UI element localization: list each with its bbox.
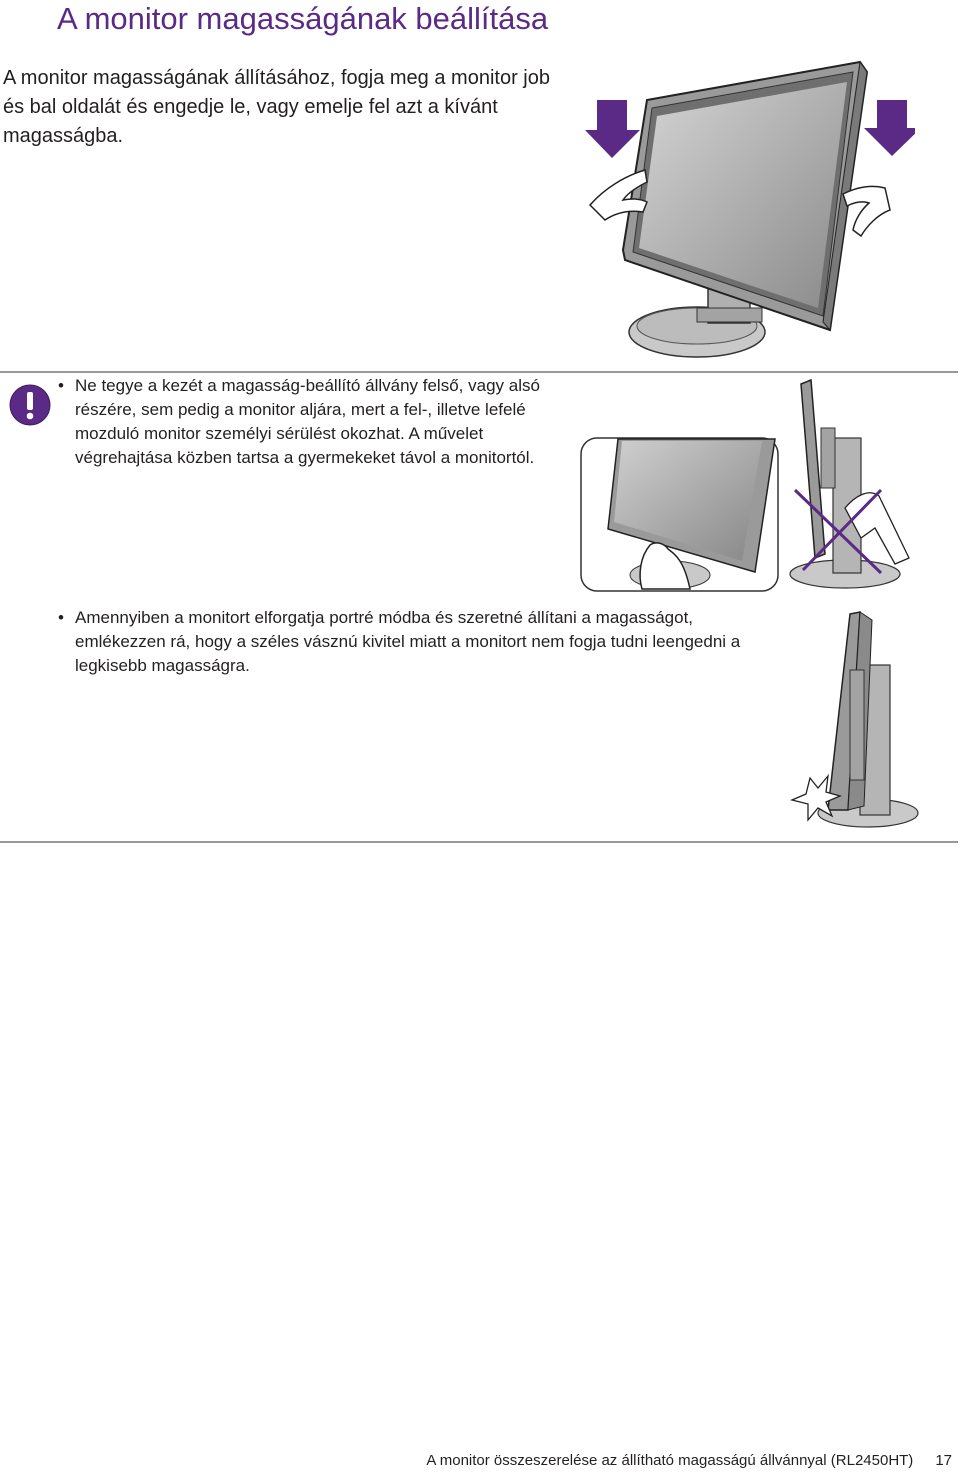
exclamation-icon: [8, 383, 52, 427]
footer-text: A monitor összeszerelése az állítható magasságú állvánnyal (RL2450HT): [426, 1452, 914, 1469]
note-item: [58, 374, 548, 470]
note-list-2: [58, 606, 778, 678]
divider-bottom: [0, 841, 958, 843]
hand-under-monitor-illustration: [580, 437, 780, 593]
bullet: •: [58, 376, 64, 395]
note-text: Amennyiben a monitort elforgatja portré módba és szeretné állítani a magasságot, emlékezzen rá, hogy a széles vásznú kivitel miatt a monitort nem fogja tudni leengedni a legkisebb magasságra.: [75, 608, 741, 675]
side-view-crossed-illustration: [785, 378, 915, 590]
note-list-1: [58, 374, 548, 470]
note-text: Ne tegye a kezét a magasság-beállító állvány felső, vagy alsó részére, sem pedig a monitor aljára, mert a fel-, illetve lefelé mozduló monitor személyi sérülést okozhat. A művelet végrehajtása közben tartsa a gyermekeket távol a monitortól.: [75, 376, 540, 467]
portrait-mode-collision-illustration: [788, 610, 920, 832]
page-footer: [426, 1452, 952, 1470]
intro-paragraph: A monitor magasságának állításához, fogja meg a monitor job és bal oldalát és engedje le, vagy emelje fel azt a kívánt magasságba.: [3, 67, 550, 147]
page-number: 17: [935, 1452, 952, 1469]
note-item: [58, 606, 778, 678]
monitor-height-adjust-illustration: [585, 60, 915, 365]
bullet: •: [58, 608, 64, 627]
divider-top: [0, 371, 958, 373]
page-title: A monitor magasságának beállítása: [57, 1, 549, 36]
